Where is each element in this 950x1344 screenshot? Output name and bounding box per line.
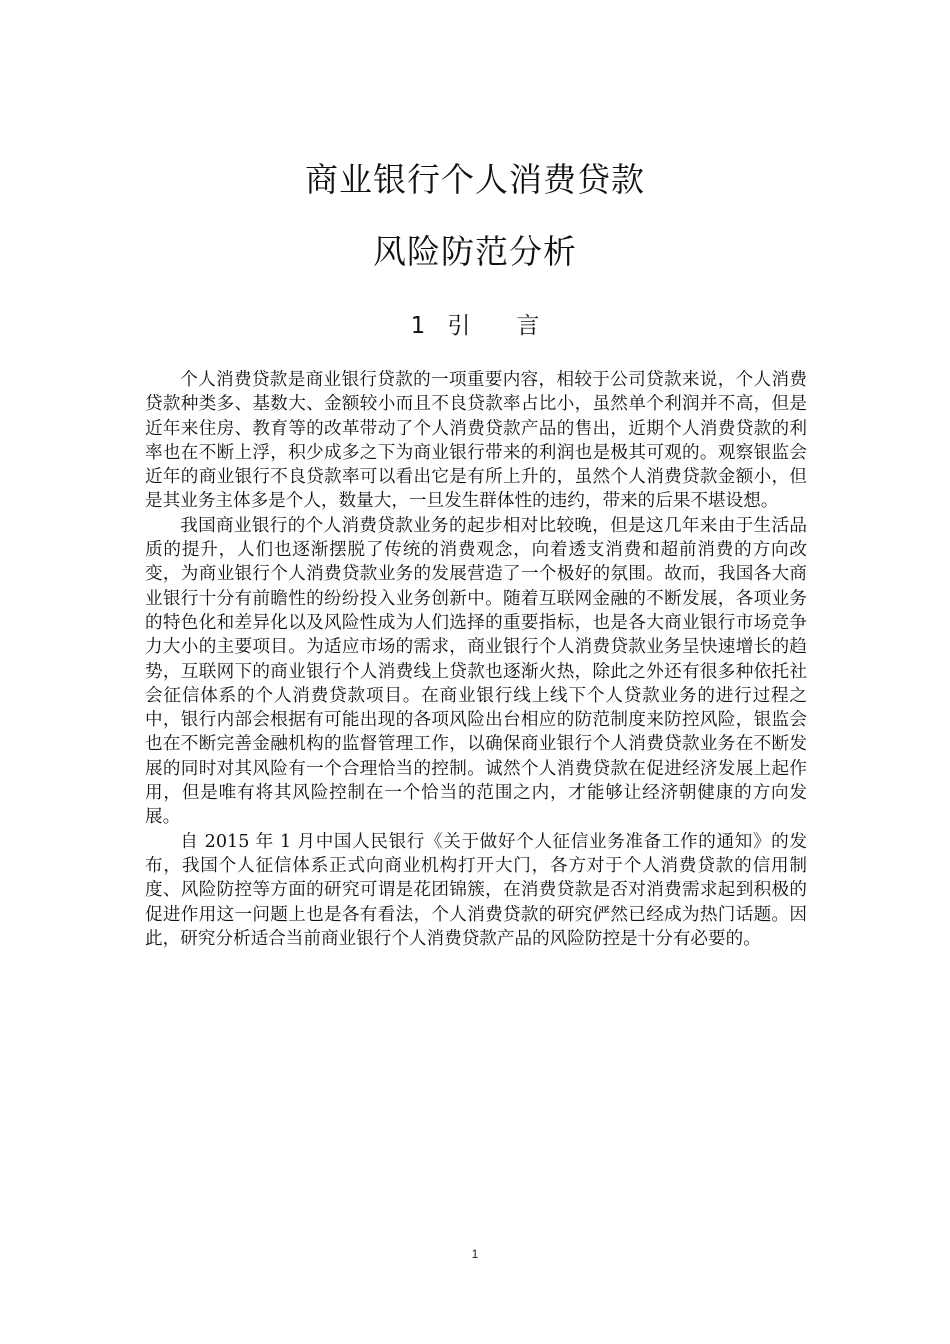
section-heading xyxy=(0,307,950,340)
paragraph-2: 我国商业银行的个人消费贷款业务的起步相对比较晚，但是这几年来由于生活品质的提升，人们也逐渐摆脱了传统的消费观念，向着透支消费和超前消费的方向改变，为商业银行个人消费贷款业务的发展营造了一个极好的氛围。故而，我国各大商业银行十分有前瞻性的纷纷投入业务创新中。随着互联网金融的不断发展，各项业务的特色化和差异化以及风险性成为人们选择的重要指标，也是各大商业银行市场竞争力大小的主要项目。为适应市场的需求，商业银行个人消费贷款业务呈快速增长的趋势，互联网下的商业银行个人消费线上贷款也逐渐火热，除此之外还有很多种依托社会征信体系的个人消费贷款项目。在商业银行线上线下个人贷款业务的进行过程之中，银行内部会根据有可能出现的各项风险出台相应的防范制度来防控风险，银监会也在不断完善金融机构的监督管理工作，以确保商业银行个人消费贷款业务在不断发展的同时对其风险有一个合理恰当的控制。诚然个人消费贷款在促进经济发展上起作用，但是唯有将其风险控制在一个恰当的范围之内，才能够让经济朝健康的方向发展。 xyxy=(145,515,807,828)
document-title-line-1: 商业银行个人消费贷款 xyxy=(305,160,645,199)
paragraph-3: 自 2015 年 1 月中国人民银行《关于做好个人征信业务准备工作的通知》的发布，我国个人征信体系正式向商业机构打开大门，各方对于个人消费贷款的信用制度、风险防控等方面的研究可谓是花团锦簇，在消费贷款是否对消费需求起到积极的促进作用这一问题上也是各有看法，个人消费贷款的研究俨然已经成为热门话题。因此，研究分析适合当前商业银行个人消费贷款产品的风险防控是十分有必要的。 xyxy=(145,831,807,949)
paragraph-1: 个人消费贷款是商业银行贷款的一项重要内容，相较于公司贷款来说，个人消费贷款种类多、基数大、金额较小而且不良贷款率占比小，虽然单个利润并不高，但是近年来住房、教育等的改革带动了个人消费贷款产品的售出，近期个人消费贷款的利率也在不断上浮，积少成多之下为商业银行带来的利润也是极其可观的。观察银监会近年的商业银行不良贷款率可以看出它是有所上升的，虽然个人消费贷款金额小，但是其业务主体多是个人，数量大，一旦发生群体性的违约，带来的后果不堪设想。 xyxy=(145,370,807,512)
section-number: 1 xyxy=(410,313,426,339)
document-title-line-2: 风险防范分析 xyxy=(373,232,577,271)
body-text xyxy=(145,368,807,951)
page-number: 1 xyxy=(471,1247,479,1261)
section-heading-char-2: 言 xyxy=(516,313,540,339)
section-heading-char-1: 引 xyxy=(447,313,471,339)
